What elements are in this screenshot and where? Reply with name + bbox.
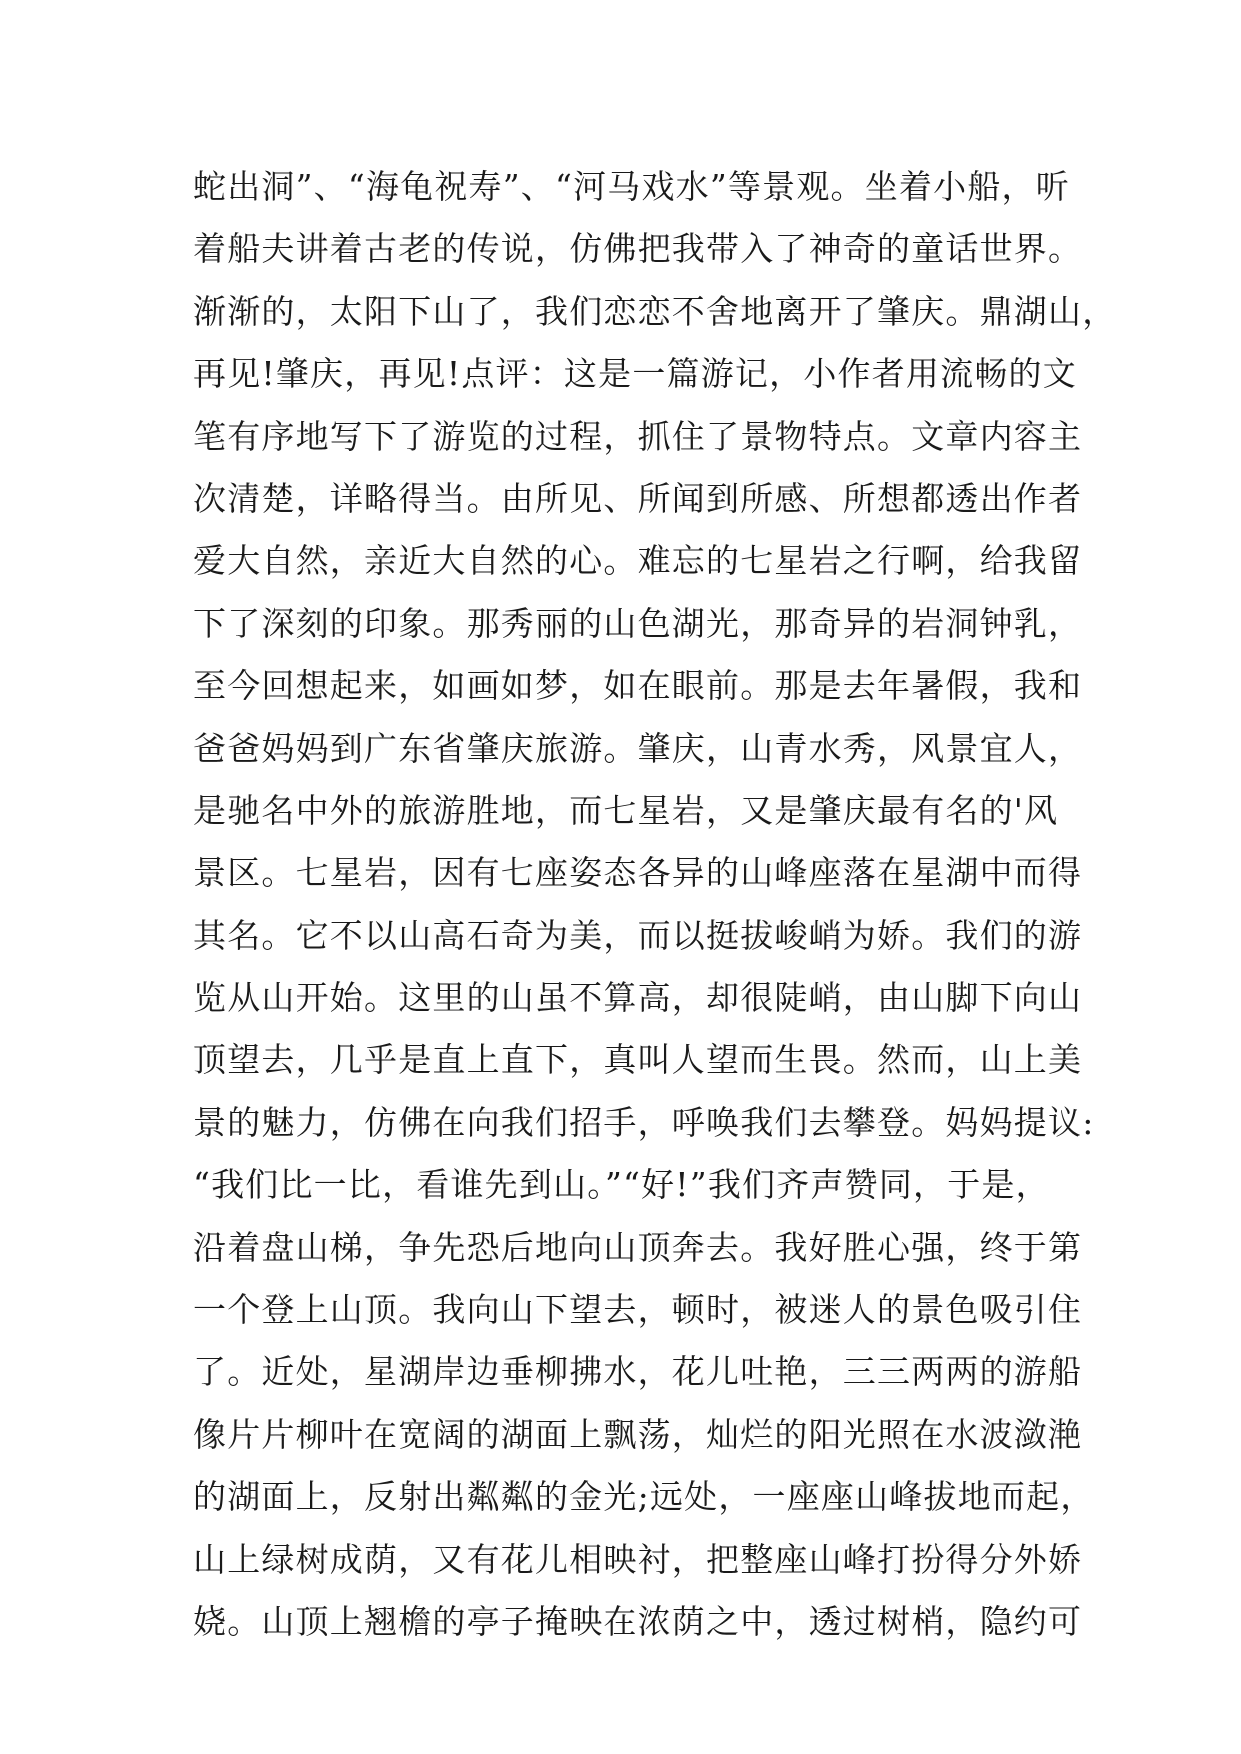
- text-line: 再见!肇庆，再见!点评：这是一篇游记，小作者用流畅的文: [193, 354, 1077, 394]
- text-line: 下了深刻的印象。那秀丽的山色湖光，那奇异的岩洞钟乳，: [193, 603, 1083, 643]
- text-line: 着船夫讲着古老的传说，仿佛把我带入了神奇的童话世界。: [193, 229, 1083, 269]
- text-line: 览从山开始。这里的山虽不算高，却很陡峭，由山脚下向山: [193, 978, 1083, 1018]
- text-line: 景的魅力，仿佛在向我们招手，呼唤我们去攀登。妈妈提议:: [193, 1102, 1095, 1142]
- text-line: 笔有序地写下了游览的过程，抓住了景物特点。文章内容主: [193, 416, 1083, 456]
- text-line: 爱大自然，亲近大自然的心。难忘的七星岩之行啊，给我留: [193, 541, 1083, 581]
- text-line: 一个登上山顶。我向山下望去，顿时，被迷人的景色吸引住: [193, 1290, 1083, 1330]
- text-line: 顶望去，几乎是直上直下，真叫人望而生畏。然而，山上美: [193, 1040, 1083, 1080]
- text-line: 娆。山顶上翘檐的亭子掩映在浓荫之中，透过树梢，隐约可: [193, 1601, 1083, 1641]
- text-line: 蛇出洞”、“海龟祝寿”、“河马戏水”等景观。坐着小船，听: [193, 167, 1070, 206]
- text-line: 次清楚，详略得当。由所见、所闻到所感、所想都透出作者: [193, 478, 1083, 518]
- text-line: 山上绿树成荫，又有花儿相映衬，把整座山峰打扮得分外娇: [193, 1539, 1083, 1579]
- text-line: 至今回想起来，如画如梦，如在眼前。那是去年暑假，我和: [193, 666, 1083, 706]
- text-line: 是驰名中外的旅游胜地，而七星岩，又是肇庆最有名的'风: [193, 790, 1059, 830]
- text-line: 渐渐的，太阳下山了，我们恋恋不舍地离开了肇庆。鼎湖山，: [193, 291, 1117, 331]
- text-line: 了。近处，星湖岸边垂柳拂水，花儿吐艳，三三两两的游船: [193, 1352, 1083, 1392]
- text-line: 爸爸妈妈到广东省肇庆旅游。肇庆，山青水秀，风景宜人，: [193, 728, 1083, 768]
- text-line: 景区。七星岩，因有七座姿态各异的山峰座落在星湖中而得: [193, 853, 1083, 893]
- text-line: “我们比一比，看谁先到山。”“好!”我们齐声赞同，于是，: [193, 1165, 1050, 1205]
- essay-text-body: [193, 156, 1117, 1653]
- text-line: 沿着盘山梯，争先恐后地向山顶奔去。我好胜心强，终于第: [193, 1227, 1083, 1267]
- text-line: 其名。它不以山高石奇为美，而以挺拔峻峭为娇。我们的游: [193, 915, 1083, 955]
- text-line: 的湖面上，反射出粼粼的金光;远处，一座座山峰拔地而起，: [193, 1477, 1095, 1517]
- text-line: 像片片柳叶在宽阔的湖面上飘荡，灿烂的阳光照在水波潋滟: [193, 1414, 1083, 1454]
